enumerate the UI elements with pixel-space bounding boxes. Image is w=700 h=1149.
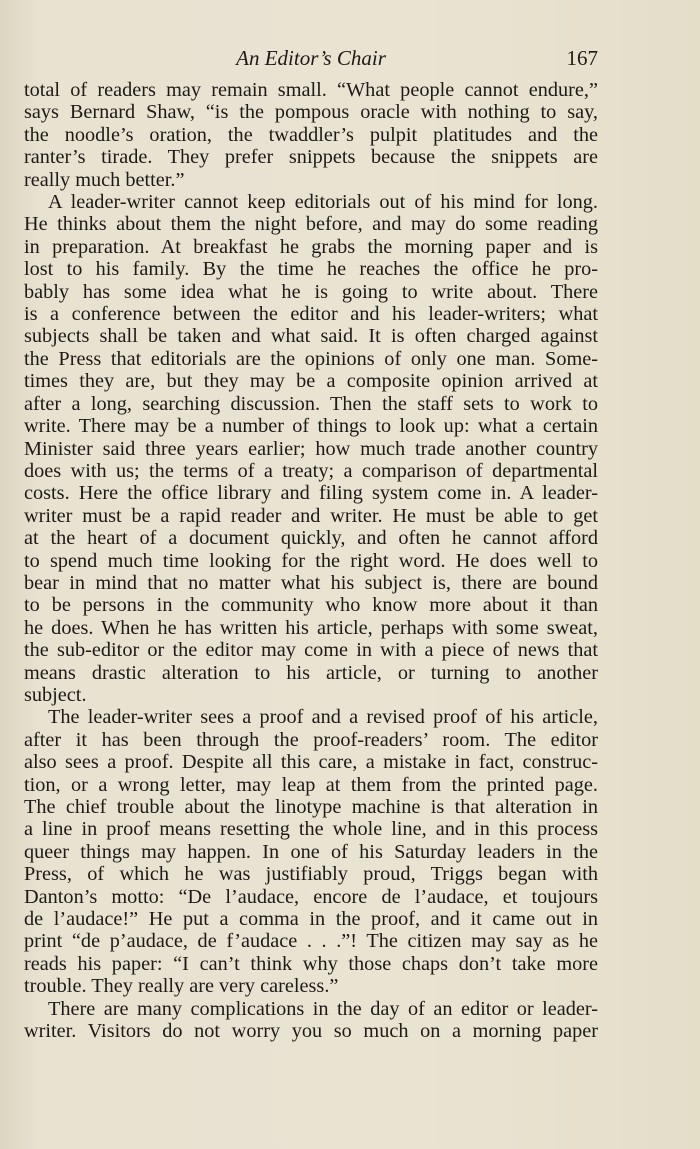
text-line: lost to his family. By the time he reaches the office he pro- xyxy=(24,258,598,281)
text-line: to be persons in the community who know more about it than xyxy=(24,594,598,617)
text-line: subject. xyxy=(24,683,87,706)
text-line: Press, of which he was justifiably proud, Triggs began with xyxy=(24,863,598,886)
text-line: after it has been through the proof-readers’ room. The editor xyxy=(24,728,598,751)
text-line: trouble. They really are very careless.” xyxy=(24,975,339,998)
text-line: times they are, but they may be a composite opinion arrived at xyxy=(24,370,598,393)
text-line: is a conference between the editor and his leader-writers; what xyxy=(24,303,598,326)
text-line: A leader-writer cannot keep editorials out of his mind for long. xyxy=(48,191,598,214)
text-line: Danton’s motto: “De l’audace, encore de l’audace, et toujours xyxy=(24,885,598,908)
text-line: The chief trouble about the linotype machine is that alteration in xyxy=(24,796,598,818)
text-line: does with us; the terms of a treaty; a comparison of departmental xyxy=(24,459,598,482)
text-line: queer things may happen. In one of his Saturday leaders in the xyxy=(24,840,598,863)
text-line: he does. When he has written his article, perhaps with some sweat, xyxy=(24,616,598,639)
page-number: 167 xyxy=(566,46,598,70)
text-line: also sees a proof. Despite all this care, a mistake in fact, construc- xyxy=(24,751,598,774)
text-line: writer. Visitors do not worry you so much on a morning paper xyxy=(24,1020,598,1043)
text-line: bear in mind that no matter what his subject is, there are bound xyxy=(24,571,598,594)
text-line: the noodle’s oration, the twaddler’s pulpit platitudes and the xyxy=(24,123,598,146)
text-line: a line in proof means resetting the whole line, and in this process xyxy=(24,818,598,841)
text-line: bably has some idea what he is going to write about. There xyxy=(24,280,598,303)
text-line: write. There may be a number of things to look up: what a certain xyxy=(24,415,598,438)
text-line: ranter’s tirade. They prefer snippets because the snippets are xyxy=(24,146,598,169)
body-text xyxy=(24,79,598,1042)
text-line: total of readers may remain small. “What people cannot endure,” xyxy=(24,79,598,101)
text-line: subjects shall be taken and what said. It is often charged against xyxy=(24,325,598,348)
text-line: The leader-writer sees a proof and a revised proof of his article, xyxy=(48,706,598,729)
text-line: de l’audace!” He put a comma in the proof, and it came out in xyxy=(24,908,598,931)
text-line: reads his paper: “I can’t think why those chaps don’t take more xyxy=(24,952,598,975)
text-line: Minister said three years earlier; how much trade another country xyxy=(24,437,598,460)
text-line: at the heart of a document quickly, and often he cannot afford xyxy=(24,527,598,550)
running-head xyxy=(24,44,598,74)
text-line: the sub-editor or the editor may come in with a piece of news that xyxy=(24,639,598,662)
text-line: writer must be a rapid reader and writer. He must be able to get xyxy=(24,504,598,527)
text-line: costs. Here the office library and filing system come in. A leader- xyxy=(24,482,598,505)
text-line: after a long, searching discussion. Then the staff sets to work to xyxy=(24,392,598,415)
text-line: tion, or a wrong letter, may leap at them from the printed page. xyxy=(24,773,598,796)
text-line: in preparation. At breakfast he grabs the morning paper and is xyxy=(24,235,598,258)
text-line: print “de p’audace, de f’audace . . .”! The citizen may say as he xyxy=(24,930,598,953)
text-line: says Bernard Shaw, “is the pompous oracle with nothing to say, xyxy=(24,101,598,124)
text-line: to spend much time looking for the right word. He does well to xyxy=(24,549,598,572)
text-line: He thinks about them the night before, and may do some reading xyxy=(24,213,598,236)
text-line: There are many complications in the day of an editor or leader- xyxy=(48,997,598,1020)
text-line: means drastic alteration to his article, or turning to another xyxy=(24,661,598,684)
text-line: the Press that editorials are the opinions of only one man. Some- xyxy=(24,347,598,370)
running-title: An Editor’s Chair xyxy=(236,46,386,70)
text-line: really much better.” xyxy=(24,168,185,191)
